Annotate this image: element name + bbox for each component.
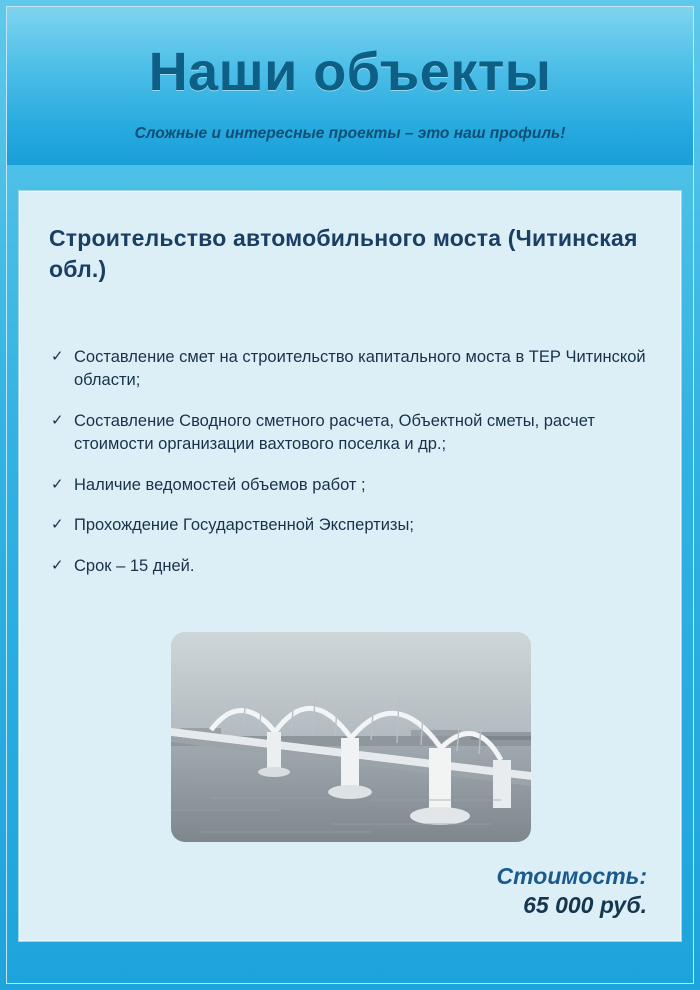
project-title: Строительство автомобильного моста (Читинская обл.) <box>49 225 638 283</box>
bridge-photo-graphic <box>171 632 531 842</box>
bridge-photo <box>171 632 531 842</box>
content-card <box>18 190 682 942</box>
project-features-list <box>49 346 659 595</box>
list-item <box>49 474 659 497</box>
list-item <box>49 555 659 578</box>
page-title: Наши объекты <box>148 42 552 102</box>
list-item <box>49 346 659 393</box>
check-icon: ✓ <box>51 411 64 429</box>
check-icon: ✓ <box>51 516 64 534</box>
list-item-label: Составление смет на строительство капитального моста в ТЕР Читинской области; <box>74 348 646 390</box>
check-icon: ✓ <box>51 475 64 493</box>
list-item-label: Наличие ведомостей объемов работ ; <box>74 475 366 494</box>
list-item <box>49 410 659 457</box>
check-icon: ✓ <box>51 556 64 574</box>
list-item-label: Прохождение Государственной Экспертизы; <box>74 516 414 535</box>
price-label: Стоимость: <box>496 863 647 889</box>
page-subtitle: Сложные и интересные проекты – это наш профиль! <box>134 125 566 142</box>
list-item <box>49 514 659 537</box>
slide-header <box>7 7 693 165</box>
list-item-label: Срок – 15 дней. <box>74 556 195 575</box>
price-block <box>247 863 647 919</box>
check-icon: ✓ <box>51 348 64 365</box>
list-item-label: Составление Сводного сметного расчета, Объектной сметы, расчет стоимости организации вахтового поселка и др.; <box>74 411 595 454</box>
price-value: 65 000 руб. <box>523 891 647 918</box>
